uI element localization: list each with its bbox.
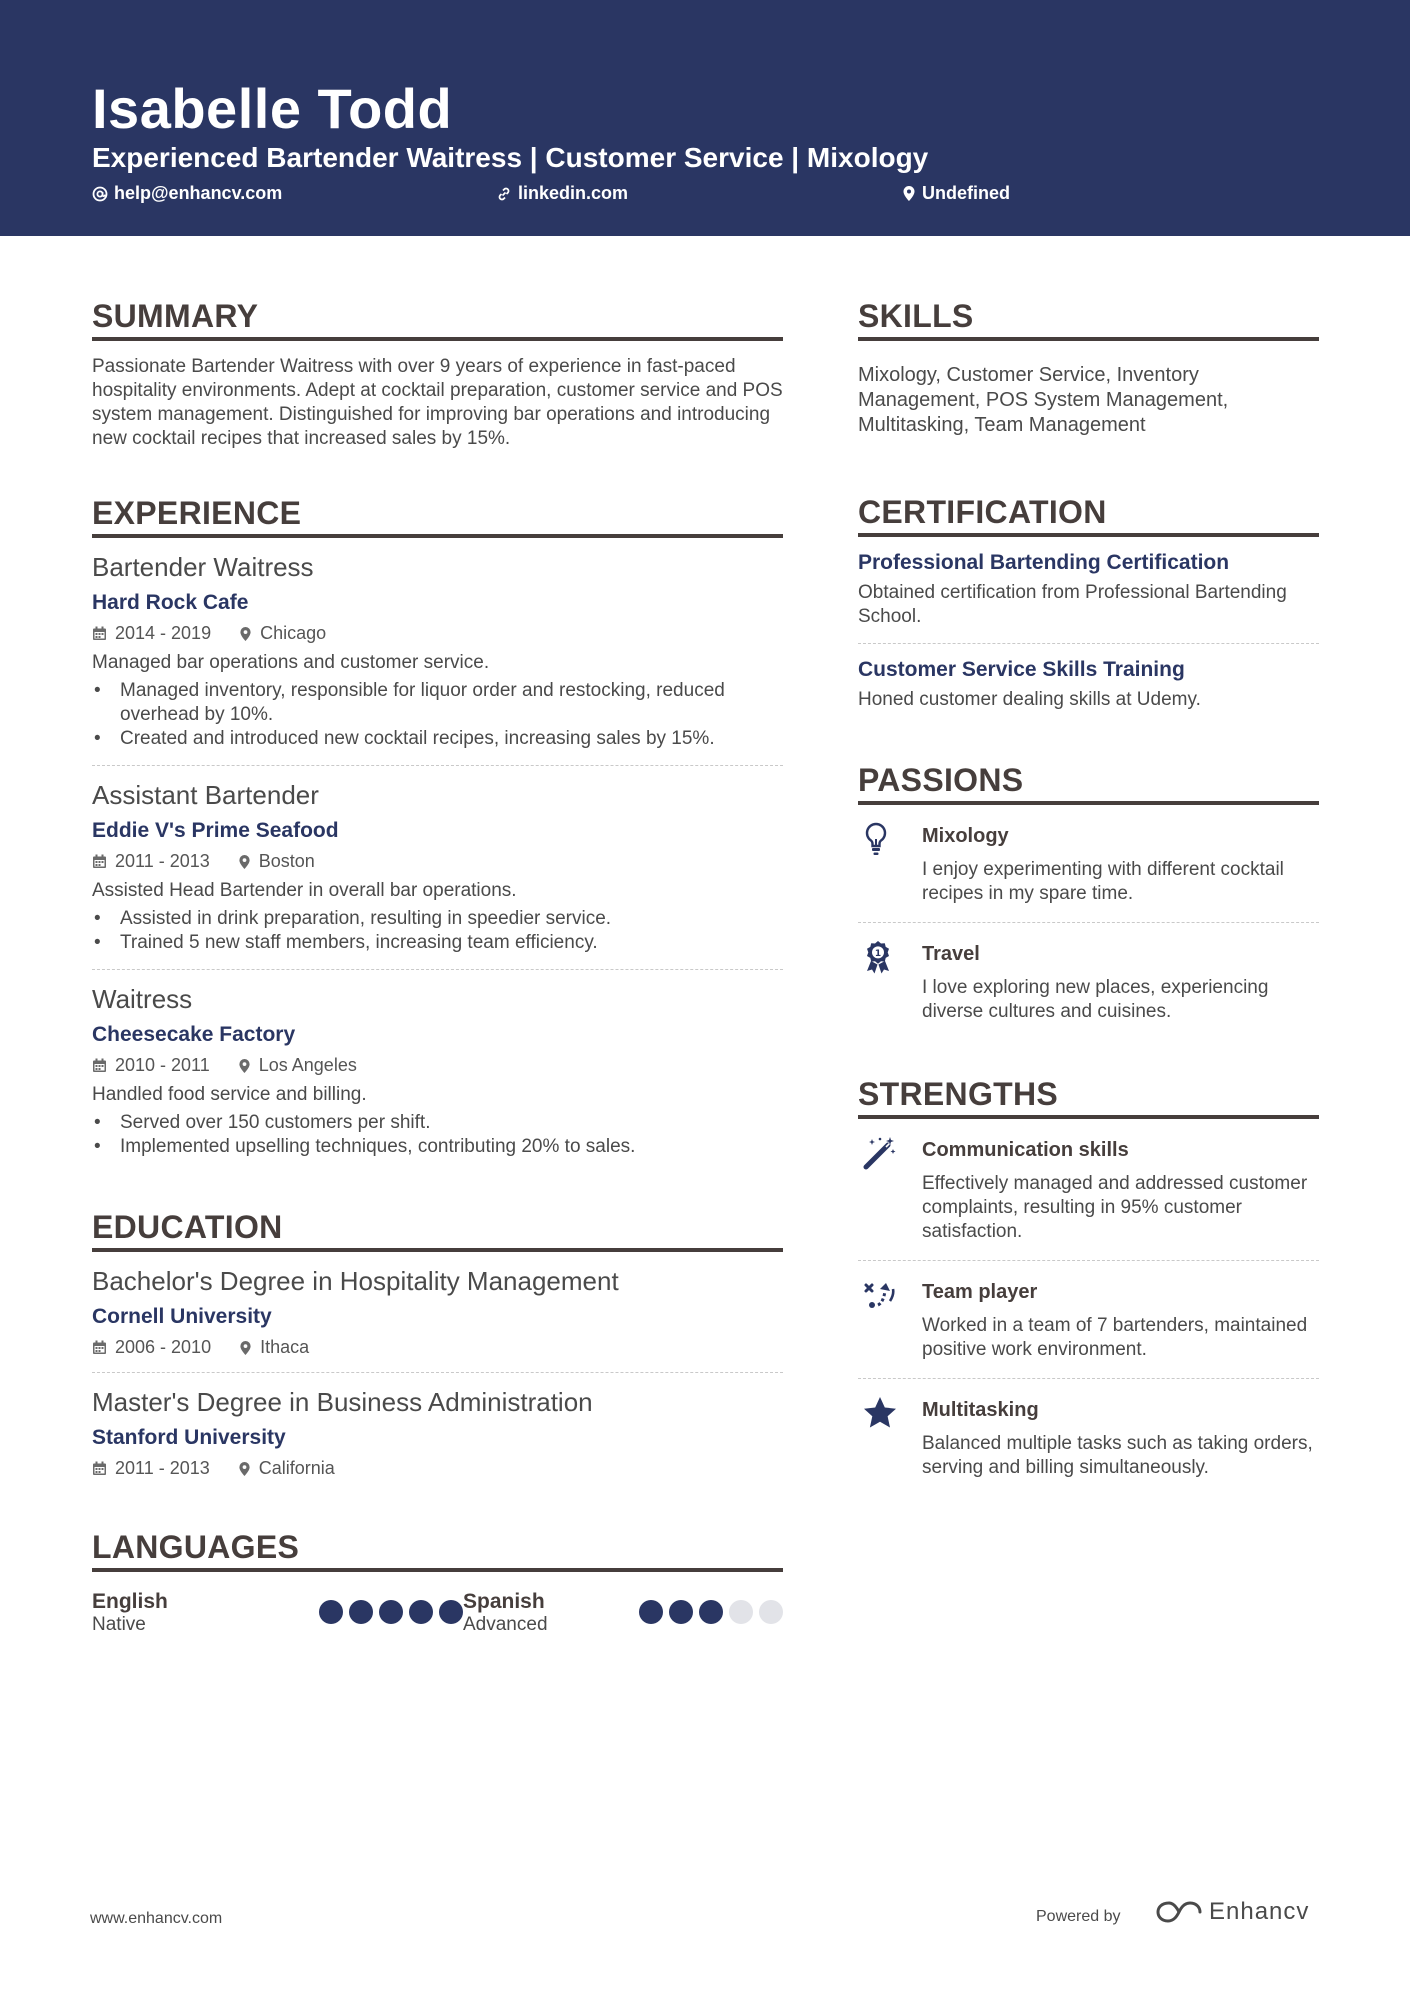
achievement-list — [92, 679, 783, 751]
strength-item — [858, 1119, 1319, 1261]
entry-dates: 2011 - 2013 — [115, 1458, 210, 1478]
certification-name: Customer Service Skills Training — [858, 658, 1185, 681]
strength-name: Team player — [922, 1281, 1038, 1303]
svg-text:1: 1 — [874, 949, 882, 959]
achievement-item: • Implemented upselling techniques, contributing 20% to sales. — [92, 1135, 783, 1159]
achievement-list — [92, 1111, 783, 1159]
strength-item — [858, 1379, 1319, 1496]
job-title: Assistant Bartender — [92, 780, 319, 810]
entry-dates: 2006 - 2010 — [115, 1337, 212, 1357]
resume-header — [0, 0, 1410, 236]
language-item — [463, 1590, 783, 1636]
passion-description: I enjoy experimenting with different cocktail recipes in my spare time. — [922, 859, 1284, 904]
rating-dot-empty — [729, 1600, 753, 1624]
passions-title: PASSIONS — [858, 762, 1319, 805]
passion-description: I love exploring new places, experiencing diverse cultures and cuisines. — [922, 977, 1269, 1022]
certification-description: Honed customer dealing skills at Udemy. — [858, 689, 1201, 710]
entry-meta — [92, 1458, 783, 1479]
job-description: Handled food service and billing. — [92, 1084, 367, 1105]
footer-website[interactable]: www.enhancv.com — [90, 1910, 223, 1927]
entry-meta — [92, 623, 783, 644]
experience-entry — [92, 970, 783, 1173]
certification-title: CERTIFICATION — [858, 494, 1319, 537]
achievement-item: • Served over 150 customers per shift. — [92, 1111, 783, 1135]
entry-dates: 2010 - 2011 — [115, 1055, 210, 1075]
strength-description: Balanced multiple tasks such as taking orders, serving and billing simultaneously. — [922, 1433, 1313, 1478]
star-icon — [862, 1395, 898, 1431]
language-level: Advanced — [463, 1614, 548, 1635]
entry-meta — [92, 1055, 783, 1076]
contact-linkedin-text: linkedin.com — [518, 183, 629, 203]
skills-title: SKILLS — [858, 298, 1319, 341]
strength-name: Multitasking — [922, 1399, 1039, 1421]
strength-name: Communication skills — [922, 1139, 1129, 1161]
achievement-item: • Trained 5 new staff members, increasing team efficiency. — [92, 931, 783, 955]
summary-title: SUMMARY — [92, 298, 783, 341]
entry-location: Los Angeles — [258, 1055, 357, 1075]
strength-description: Worked in a team of 7 bartenders, maintained positive work environment. — [922, 1315, 1308, 1360]
experience-entry — [92, 766, 783, 970]
achievement-item: • Created and introduced new cocktail recipes, increasing sales by 15%. — [92, 727, 783, 751]
education-title: EDUCATION — [92, 1209, 783, 1252]
degree-title: Master's Degree in Business Administration — [92, 1387, 593, 1417]
brand-name: Enhancv — [1209, 1898, 1310, 1925]
job-description: Managed bar operations and customer service. — [92, 652, 490, 673]
skills-text: Mixology, Customer Service, Inventory Management, POS System Management, Multitasking, Team Management — [858, 364, 1229, 436]
rating-dot-filled — [349, 1600, 373, 1624]
language-name: Spanish — [463, 1590, 545, 1613]
contact-location-text: Undefined — [922, 183, 1010, 203]
location-pin-icon — [238, 854, 251, 870]
rating-dot-filled — [639, 1600, 663, 1624]
at-icon — [92, 186, 108, 202]
entry-location: Ithaca — [260, 1337, 310, 1357]
certification-section — [858, 494, 1319, 726]
contact-email-text: help@enhancv.com — [114, 183, 283, 203]
experience-entry — [92, 538, 783, 766]
job-title: Waitress — [92, 984, 193, 1014]
language-rating — [313, 1590, 463, 1624]
lightbulb-icon — [862, 821, 890, 857]
left-column — [92, 298, 783, 1680]
entry-location: California — [258, 1458, 335, 1478]
strength-description: Effectively managed and addressed customer complaints, resulting in 95% customer satisfaction. — [922, 1173, 1308, 1242]
calendar-icon — [92, 1461, 107, 1476]
job-description: Assisted Head Bartender in overall bar operations. — [92, 880, 517, 901]
certification-name: Professional Bartending Certification — [858, 551, 1230, 574]
enhancv-infinity-icon — [1155, 1899, 1203, 1925]
enhancv-logo[interactable] — [1155, 1898, 1309, 1926]
language-rating — [633, 1590, 783, 1624]
location-pin-icon — [238, 1058, 251, 1074]
contact-location — [902, 183, 1010, 204]
passion-name: Travel — [922, 943, 980, 965]
contact-email[interactable] — [92, 183, 282, 204]
link-icon — [496, 186, 512, 202]
right-column — [858, 298, 1319, 1540]
language-name: English — [92, 1590, 168, 1613]
entry-meta — [92, 851, 783, 872]
strengths-title: STRENGTHS — [858, 1076, 1319, 1119]
passion-name: Mixology — [922, 825, 1009, 847]
entry-dates: 2011 - 2013 — [115, 851, 210, 871]
rating-dot-empty — [759, 1600, 783, 1624]
entry-meta — [92, 1337, 783, 1358]
rating-dot-filled — [699, 1600, 723, 1624]
language-item — [92, 1590, 463, 1636]
entry-location: Chicago — [260, 623, 327, 643]
experience-section — [92, 495, 783, 1173]
school-name: Cornell University — [92, 1305, 272, 1328]
award-ribbon-icon — [862, 939, 894, 977]
achievement-item: • Managed inventory, responsible for liquor order and restocking, reduced overhead by 10%. — [92, 679, 783, 727]
contact-linkedin[interactable] — [496, 183, 628, 204]
candidate-headline: Experienced Bartender Waitress | Customer Service | Mixology — [92, 142, 929, 173]
passion-item — [858, 923, 1319, 1040]
summary-section — [92, 298, 783, 451]
company-name: Hard Rock Cafe — [92, 591, 249, 614]
rating-dot-filled — [319, 1600, 343, 1624]
calendar-icon — [92, 854, 107, 869]
job-title: Bartender Waitress — [92, 552, 314, 582]
calendar-icon — [92, 1340, 107, 1355]
languages-section — [92, 1529, 783, 1636]
certification-entry — [858, 537, 1319, 644]
strengths-section — [858, 1076, 1319, 1496]
achievement-item: • Assisted in drink preparation, resulting in speedier service. — [92, 907, 783, 931]
entry-location: Boston — [258, 851, 315, 871]
rating-dot-filled — [669, 1600, 693, 1624]
passions-section — [858, 762, 1319, 1040]
school-name: Stanford University — [92, 1426, 286, 1449]
certification-entry — [858, 644, 1319, 726]
education-section — [92, 1209, 783, 1493]
achievement-list — [92, 907, 783, 955]
education-entry — [92, 1252, 783, 1373]
location-pin-icon — [902, 185, 916, 202]
rating-dot-filled — [439, 1600, 463, 1624]
skills-section — [858, 298, 1319, 438]
strategy-icon — [862, 1277, 898, 1313]
candidate-name: Isabelle Todd — [92, 77, 453, 140]
language-level: Native — [92, 1614, 146, 1635]
location-pin-icon — [239, 626, 252, 642]
magic-wand-icon — [862, 1135, 898, 1171]
footer-powered-by: Powered by — [1036, 1908, 1121, 1925]
education-entry — [92, 1373, 783, 1493]
experience-title: EXPERIENCE — [92, 495, 783, 538]
summary-text: Passionate Bartender Waitress with over 9 years of experience in fast-paced hospitality environments. Adept at cocktail preparation, customer service and POS system management. Distinguished for improving bar operations and introducing new cocktail recipes that increased sales by 15%. — [92, 356, 783, 449]
rating-dot-filled — [379, 1600, 403, 1624]
languages-row — [92, 1572, 783, 1636]
company-name: Eddie V's Prime Seafood — [92, 819, 339, 842]
certification-description: Obtained certification from Professional Bartending School. — [858, 582, 1287, 627]
languages-title: LANGUAGES — [92, 1529, 783, 1572]
rating-dot-filled — [409, 1600, 433, 1624]
calendar-icon — [92, 1058, 107, 1073]
company-name: Cheesecake Factory — [92, 1023, 296, 1046]
passion-item — [858, 805, 1319, 923]
location-pin-icon — [239, 1340, 252, 1356]
location-pin-icon — [238, 1461, 251, 1477]
strength-item — [858, 1261, 1319, 1379]
entry-dates: 2014 - 2019 — [115, 623, 212, 643]
calendar-icon — [92, 626, 107, 641]
degree-title: Bachelor's Degree in Hospitality Management — [92, 1266, 619, 1296]
